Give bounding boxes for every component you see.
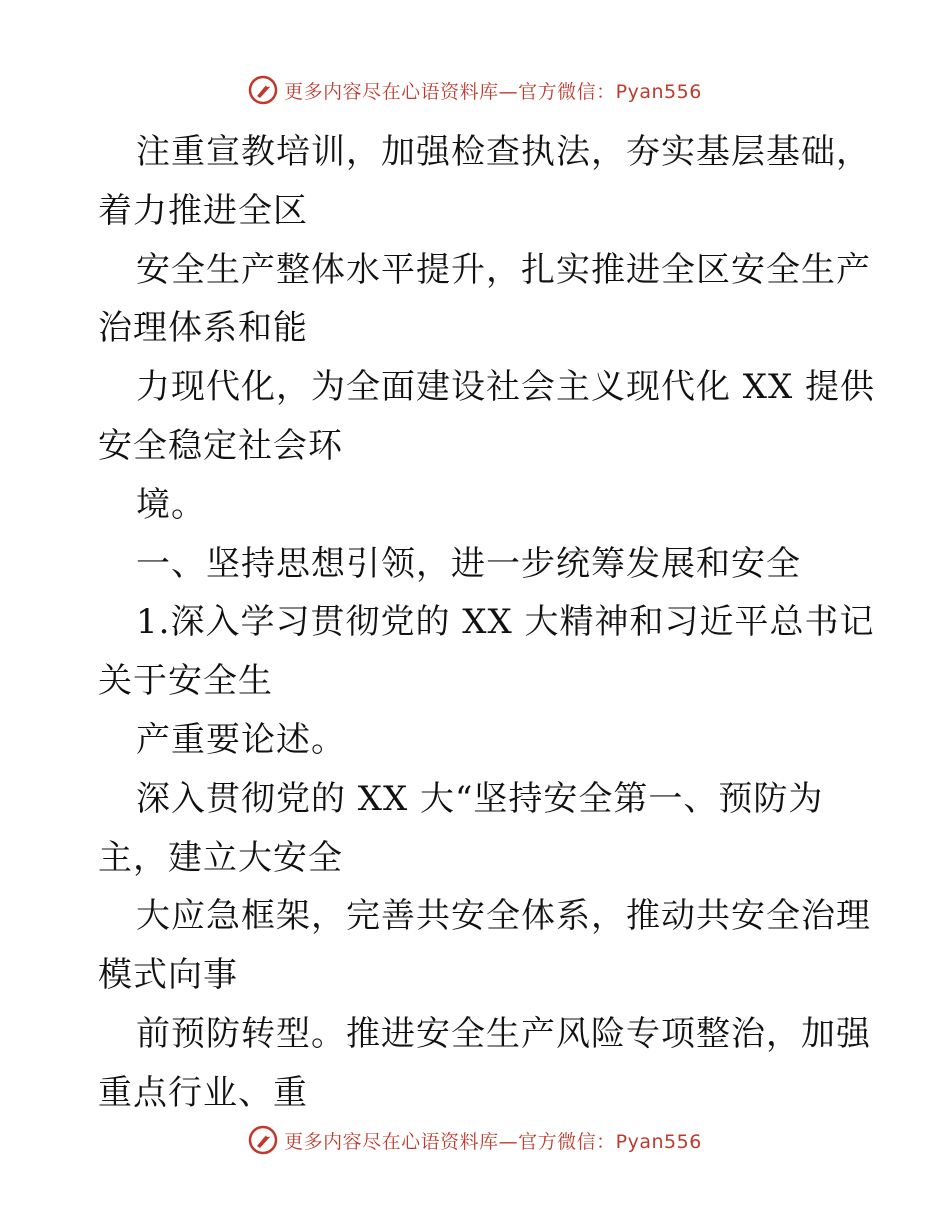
subsection-heading: 1.深入学习贯彻党的 XX 大精神和习近平总书记 bbox=[136, 602, 875, 643]
body-line: 安全稳定社会环 bbox=[98, 425, 343, 466]
body-line: 模式向事 bbox=[98, 955, 238, 996]
footer-watermark bbox=[0, 1120, 950, 1160]
body-line: 着力推进全区 bbox=[98, 190, 308, 231]
header-watermark bbox=[0, 70, 950, 110]
document-body bbox=[98, 123, 876, 1123]
pen-nib-circle-icon bbox=[248, 75, 278, 105]
section-heading: 一、坚持思想引领，进一步统筹发展和安全 bbox=[136, 543, 801, 584]
body-line: 大应急框架，完善共安全体系，推动共安全治理 bbox=[136, 896, 871, 937]
watermark-text: 更多内容尽在心语资料库—官方微信：Pyan556 bbox=[284, 1130, 702, 1153]
body-line: 关于安全生 bbox=[98, 661, 273, 702]
watermark-text: 更多内容尽在心语资料库—官方微信：Pyan556 bbox=[284, 80, 702, 103]
body-line: 治理体系和能 bbox=[98, 308, 308, 349]
pen-nib-circle-icon bbox=[248, 1125, 278, 1155]
body-line: 注重宣教培训，加强检查执法，夯实基层基础， bbox=[136, 132, 871, 172]
body-line: 境。 bbox=[136, 484, 206, 525]
body-line: 深入贯彻党的 XX 大“坚持安全第一、预防为 bbox=[136, 778, 824, 819]
body-line: 重点行业、重 bbox=[98, 1072, 308, 1113]
body-line: 力现代化，为全面建设社会主义现代化 XX 提供 bbox=[136, 367, 876, 408]
body-line: 产重要论述。 bbox=[136, 719, 346, 760]
body-line: 主，建立大安全 bbox=[98, 837, 343, 878]
body-line: 安全生产整体水平提升，扎实推进全区安全生产 bbox=[136, 249, 871, 290]
body-line: 前预防转型。推进安全生产风险专项整治，加强 bbox=[136, 1013, 871, 1054]
